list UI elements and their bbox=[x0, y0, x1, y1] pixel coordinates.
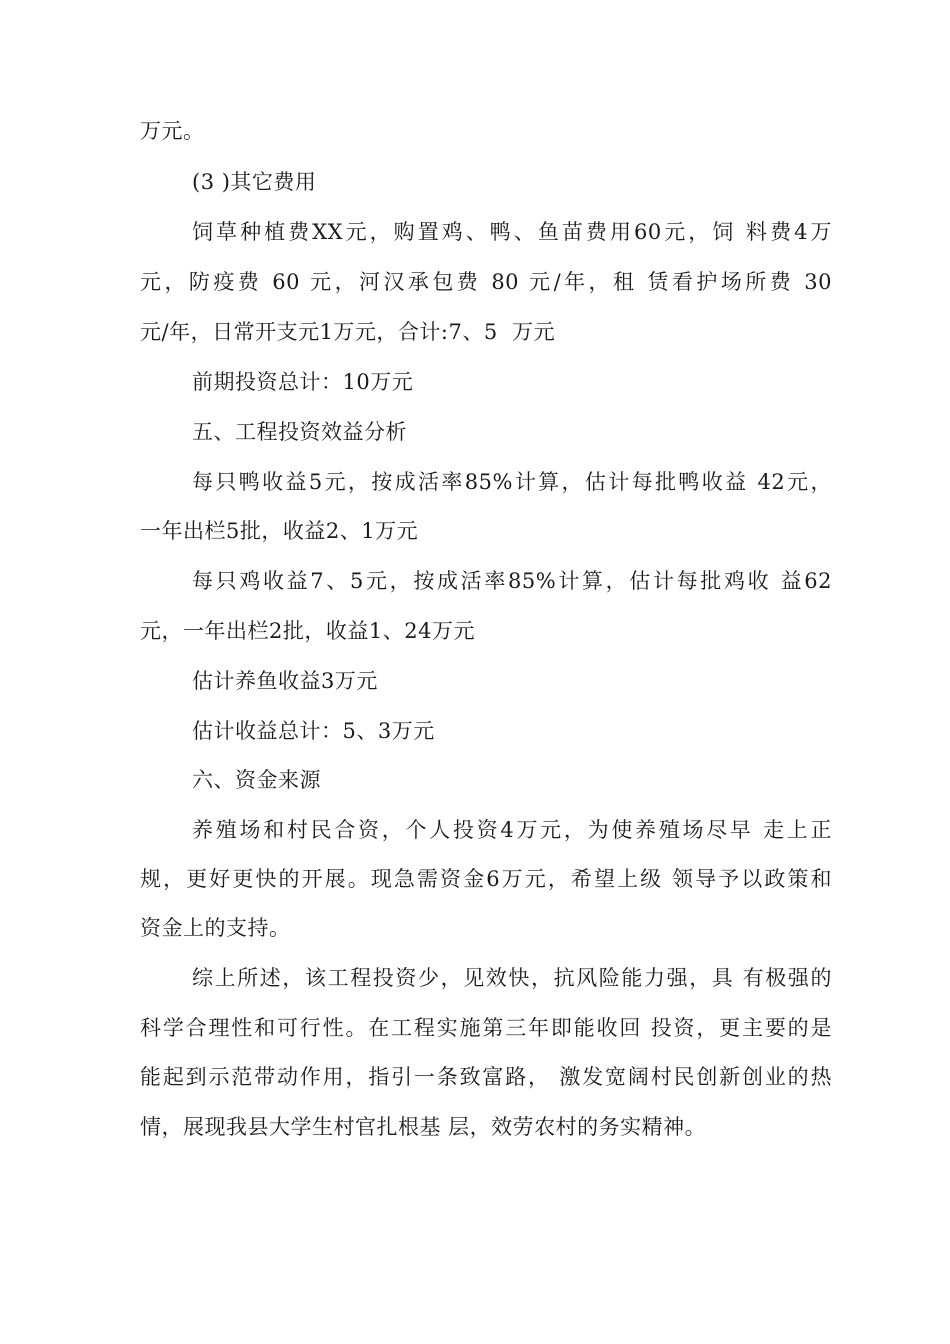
subheading-other-costs: (3 )其它费用 bbox=[192, 170, 317, 194]
paragraph-line: 规，更好更快的开展。现急需资金6万元，希望上级 领导予以政策和 bbox=[140, 867, 832, 891]
section-heading-benefit-analysis: 五、工程投资效益分析 bbox=[192, 420, 407, 444]
paragraph-line: 能起到示范带动作用，指引一条致富路， 激发宽阔村民创新创业的热 bbox=[140, 1065, 832, 1089]
paragraph-line: 元/年，日常开支元1万元，合计:7、5 万元 bbox=[140, 320, 556, 344]
paragraph-line: 元，防疫费 60 元，河汉承包费 80 元/年，租 赁看护场所费 30 bbox=[140, 270, 832, 294]
paragraph-line: 资金上的支持。 bbox=[140, 916, 291, 940]
paragraph-line: 每只鸡收益7、5元，按成活率85%计算，估计每批鸡收 益62 bbox=[192, 569, 832, 593]
paragraph-line: 情，展现我县大学生村官扎根基 层，效劳农村的务实精神。 bbox=[140, 1115, 707, 1139]
paragraph-line: 每只鸭收益5元，按成活率85%计算，估计每批鸭收益 42元， bbox=[192, 470, 832, 494]
paragraph-line: 科学合理性和可行性。在工程实施第三年即能收回 投资，更主要的是 bbox=[140, 1016, 832, 1040]
paragraph-line: 饲草种植费XX元，购置鸡、鸭、鱼苗费用60元，饲 料费4万 bbox=[192, 220, 832, 244]
paragraph-line: 元，一年出栏2批，收益1、24万元 bbox=[140, 619, 475, 643]
fish-income-line: 估计养鱼收益3万元 bbox=[192, 669, 378, 693]
paragraph-line: 养殖场和村民合资，个人投资4万元，为使养殖场尽早 走上正 bbox=[192, 818, 832, 842]
total-income-line: 估计收益总计：5、3万元 bbox=[192, 719, 435, 743]
paragraph-line: 综上所述，该工程投资少，见效快，抗风险能力强，具 有极强的 bbox=[192, 966, 832, 990]
total-investment-line: 前期投资总计：10万元 bbox=[192, 370, 414, 394]
text-line-continuation: 万元。 bbox=[140, 119, 205, 143]
paragraph-line: 一年出栏5批，收益2、1万元 bbox=[140, 519, 419, 543]
section-heading-funding-source: 六、资金来源 bbox=[192, 768, 321, 792]
